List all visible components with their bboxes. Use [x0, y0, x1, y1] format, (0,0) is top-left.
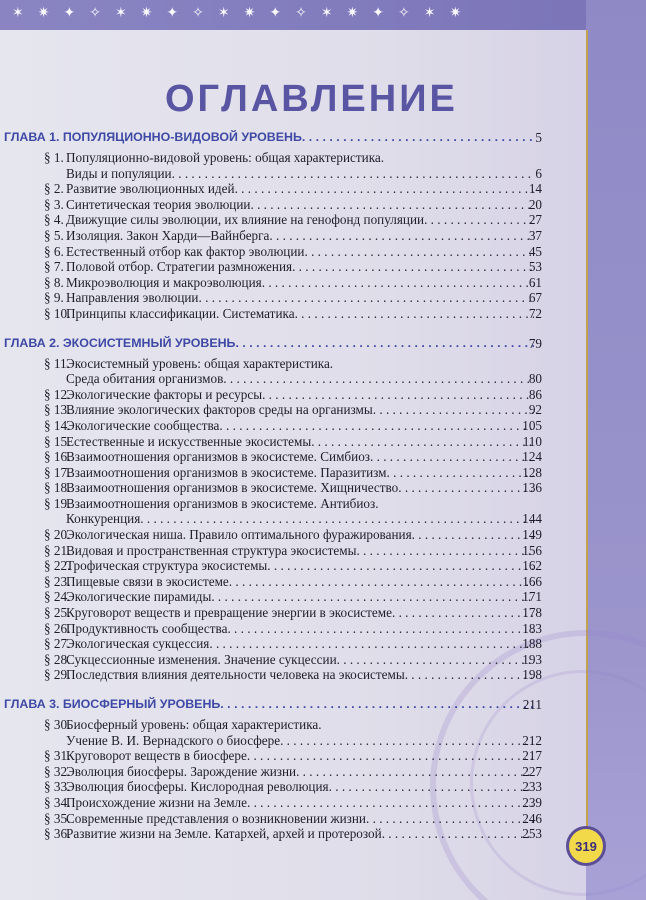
dot-leader [269, 228, 534, 244]
section-page: 166 [522, 573, 542, 589]
toc-entry[interactable] [0, 795, 560, 811]
section-page: 37 [528, 227, 542, 243]
dot-leader [292, 259, 534, 275]
section-page: 61 [528, 274, 542, 290]
animal-silhouette-icon: ✶ [320, 6, 333, 21]
chapter-page: 79 [528, 335, 542, 351]
toc-entry[interactable] [0, 290, 560, 306]
section-number: § 24. [44, 589, 71, 605]
section-number: § 29. [44, 667, 71, 683]
dot-leader [424, 212, 534, 228]
toc-entry[interactable] [0, 356, 560, 387]
section-page: 162 [522, 558, 542, 574]
section-title: Пищевые связи в экосистеме [66, 573, 229, 589]
dot-leader [337, 652, 534, 668]
section-number: § 15. [44, 433, 71, 449]
toc-entry[interactable] [0, 652, 560, 668]
animal-silhouette-icon: ✦ [166, 6, 179, 21]
dot-leader [235, 336, 534, 350]
toc-entry[interactable] [0, 589, 560, 605]
section-page: 27 [528, 212, 542, 228]
section-page: 178 [522, 605, 542, 621]
toc-entry[interactable] [0, 605, 560, 621]
section-title: Микроэволюция и макроэволюция [66, 274, 262, 290]
toc-entry[interactable] [0, 181, 560, 197]
section-title: Экологические факторы и ресурсы [66, 386, 263, 402]
section-title: Сукцессионные изменения. Значение сукцессии [66, 651, 337, 667]
section-page: 233 [522, 779, 542, 795]
section-title-line1: Экосистемный уровень: общая характеристика. [66, 355, 334, 371]
chapter-page: 5 [535, 130, 542, 145]
dot-leader [280, 733, 534, 749]
section-number: § 4. [44, 212, 64, 228]
section-number: § 33. [44, 779, 71, 795]
section-title: Развитие жизни на Земле. Катархей, архей и протерозой [66, 826, 382, 842]
toc-entry[interactable] [0, 543, 560, 559]
section-title: Развитие эволюционных идей [66, 181, 235, 197]
dot-leader [209, 636, 534, 652]
toc-entry[interactable] [0, 150, 560, 181]
section-number: § 14. [44, 417, 71, 433]
section-title-line1: Взаимоотношения организмов в экосистеме. Антибиоз. [66, 495, 379, 511]
toc-entry[interactable] [0, 667, 560, 683]
section-title: Естественный отбор как фактор эволюции [66, 243, 305, 259]
section-page: 45 [528, 243, 542, 259]
toc-entry[interactable] [0, 527, 560, 543]
section-number: § 2. [44, 181, 64, 197]
section-title: Экологическая ниша. Правило оптимального фуражирования [66, 527, 412, 543]
section-title: Конкуренция [66, 511, 141, 527]
section-number: § 28. [44, 651, 71, 667]
table-of-contents [0, 128, 560, 842]
section-page: 198 [522, 667, 542, 683]
dot-leader [172, 166, 534, 182]
toc-entry[interactable] [0, 764, 560, 780]
toc-entry[interactable] [0, 717, 560, 748]
section-number: § 13. [44, 402, 71, 418]
section-title: Происхождение жизни на Земле [66, 794, 247, 810]
section-number: § 9. [44, 290, 64, 306]
section-title: Естественные и искусственные экосистемы [66, 433, 312, 449]
animal-silhouette-icon: ✧ [398, 6, 410, 21]
section-title: Экологическая сукцессия [66, 636, 210, 652]
animal-silhouette-icon: ✷ [140, 6, 153, 21]
section-title: Движущие силы эволюции, их влияние на генофонд популяции [66, 212, 425, 228]
chapter-gap [0, 322, 560, 334]
section-number: § 17. [44, 464, 71, 480]
section-number: § 21. [44, 542, 71, 558]
section-title: Синтетическая теория эволюции [66, 196, 251, 212]
section-page: 156 [522, 542, 542, 558]
section-title: Принципы классификации. Систематика [66, 305, 295, 321]
dot-leader [382, 826, 534, 842]
section-page: 110 [522, 433, 542, 449]
toc-entry[interactable] [0, 465, 560, 481]
section-page: 53 [528, 259, 542, 275]
section-number: § 6. [44, 243, 64, 259]
section-title-line1: Популяционно-видовой уровень: общая характеристика. [66, 150, 385, 165]
toc-entry[interactable] [0, 387, 560, 403]
animal-silhouette-icon: ✦ [63, 6, 76, 21]
toc-entry[interactable] [0, 402, 560, 418]
section-page: 212 [522, 732, 542, 748]
section-title-line1: Биосферный уровень: общая характеристика. [66, 717, 322, 732]
section-title: Изоляция. Закон Харди—Вайнберга [66, 227, 270, 243]
section-page: 20 [528, 196, 542, 212]
section-page: 246 [522, 810, 542, 826]
animal-silhouette-icon: ✷ [37, 6, 50, 21]
toc-entry[interactable] [0, 811, 560, 827]
animal-silhouette-icon: ✧ [89, 6, 101, 21]
section-number: § 36. [44, 826, 71, 842]
section-title: Круговорот веществ в биосфере [66, 748, 247, 764]
dot-leader [295, 306, 534, 322]
section-number: § 26. [44, 620, 71, 636]
section-title: Экологические пирамиды [66, 589, 212, 605]
chapter-page: 211 [522, 697, 542, 712]
section-title: Направления эволюции [66, 290, 199, 306]
dot-leader [392, 605, 534, 621]
section-number: § 12. [44, 386, 71, 402]
section-number: § 25. [44, 605, 71, 621]
chapter-title: ГЛАВА 1. ПОПУЛЯЦИОННО-ВИДОВОЙ УРОВЕНЬ [4, 130, 302, 144]
section-title: Взаимоотношения организмов в экосистеме. Хищничество [66, 480, 399, 496]
animal-silhouette-icon: ✶ [12, 6, 24, 21]
animal-silhouette-icon: ✧ [295, 6, 307, 21]
dot-leader [412, 527, 534, 543]
animal-silhouette-icon: ✦ [372, 6, 385, 21]
dot-leader [387, 465, 534, 481]
toc-entry[interactable] [0, 212, 560, 228]
dot-leader [370, 449, 534, 465]
section-title: Круговорот веществ и превращение энергии в экосистеме [66, 605, 392, 621]
toc-entry[interactable] [0, 418, 560, 434]
chapter-heading[interactable] [0, 128, 560, 146]
section-number: § 18. [44, 480, 71, 496]
section-number: § 22. [44, 558, 71, 574]
toc-entry[interactable] [0, 636, 560, 652]
section-title: Последствия влияния деятельности человека на экосистемы [66, 667, 405, 683]
toc-entry[interactable] [0, 259, 560, 275]
section-page: 239 [522, 794, 542, 810]
section-page: 136 [522, 480, 542, 496]
chapter-heading[interactable] [0, 334, 560, 352]
toc-entry[interactable] [0, 574, 560, 590]
chapter-title: ГЛАВА 2. ЭКОСИСТЕМНЫЙ УРОВЕНЬ [4, 335, 236, 350]
toc-entry[interactable] [0, 558, 560, 574]
dot-leader [304, 244, 534, 260]
section-number: § 30. [44, 717, 71, 732]
dot-leader [405, 667, 534, 683]
section-number: § 32. [44, 763, 71, 779]
toc-entry[interactable] [0, 434, 560, 450]
chapter-title: ГЛАВА 3. БИОСФЕРНЫЙ УРОВЕНЬ [4, 697, 221, 711]
chapter-gap [0, 683, 560, 695]
dot-leader [329, 779, 534, 795]
dot-leader [219, 418, 534, 434]
section-title: Современные представления о возникновении жизни [66, 810, 366, 826]
animal-silhouette-icon: ✦ [269, 6, 282, 21]
toc-entry[interactable] [0, 480, 560, 496]
dot-leader [235, 181, 534, 197]
dot-leader [229, 574, 534, 590]
section-number: § 16. [44, 449, 71, 465]
section-page: 92 [528, 402, 542, 418]
section-page: 72 [528, 305, 542, 321]
dot-leader [311, 434, 534, 450]
section-page: 193 [522, 651, 542, 667]
section-number: § 10. [44, 305, 71, 321]
animal-silhouette-icon: ✷ [243, 6, 256, 21]
section-title: Эволюция биосферы. Зарождение жизни [66, 763, 297, 779]
toc-entry[interactable] [0, 275, 560, 291]
toc-entry[interactable] [0, 496, 560, 527]
section-number: § 7. [44, 259, 64, 275]
dot-leader [296, 764, 534, 780]
section-title: Влияние экологических факторов среды на организмы [66, 402, 373, 418]
dot-leader [223, 371, 534, 387]
section-page: 227 [522, 763, 542, 779]
toc-entry[interactable] [0, 779, 560, 795]
dot-leader [247, 748, 534, 764]
animal-silhouette-icon: ✷ [346, 6, 359, 21]
section-page: 124 [522, 449, 542, 465]
toc-entry[interactable] [0, 748, 560, 764]
dot-leader [373, 402, 534, 418]
section-page: 144 [522, 511, 542, 527]
section-number: § 19. [44, 495, 71, 511]
section-page: 14 [528, 181, 542, 197]
section-number: § 31. [44, 748, 71, 764]
section-page: 149 [522, 527, 542, 543]
toc-entry[interactable] [0, 228, 560, 244]
section-page: 105 [522, 417, 542, 433]
dot-leader [211, 589, 534, 605]
dot-leader [267, 558, 534, 574]
section-title: Продуктивность сообщества [66, 620, 228, 636]
header-animal-icons [12, 5, 461, 23]
dot-leader [199, 290, 535, 306]
section-title: Видовая и пространственная структура экосистемы [66, 542, 357, 558]
dot-leader [247, 795, 534, 811]
section-number: § 3. [44, 196, 64, 212]
toc-entry[interactable] [0, 244, 560, 260]
section-page: 183 [522, 620, 542, 636]
section-page: 67 [528, 290, 542, 306]
dot-leader [302, 130, 534, 144]
toc-entry[interactable] [0, 621, 560, 637]
section-title: Экологические сообщества [66, 417, 220, 433]
section-title: Взаимоотношения организмов в экосистеме. Паразитизм [66, 464, 387, 480]
dot-leader [356, 543, 534, 559]
toc-entry[interactable] [0, 826, 560, 842]
section-title: Трофическая структура экосистемы [66, 558, 268, 574]
section-number: § 23. [44, 573, 71, 589]
dot-leader [398, 480, 534, 496]
animal-silhouette-icon: ✧ [192, 6, 204, 21]
section-title: Взаимоотношения организмов в экосистеме. Симбиоз [66, 449, 371, 465]
section-number: § 1. [44, 150, 64, 165]
section-number: § 34. [44, 794, 71, 810]
section-title: Половой отбор. Стратегии размножения [66, 259, 293, 275]
section-number: § 20. [44, 527, 71, 543]
toc-entry[interactable] [0, 449, 560, 465]
section-number: § 8. [44, 274, 64, 290]
dot-leader [227, 621, 534, 637]
animal-silhouette-icon: ✶ [217, 6, 230, 21]
section-number: § 27. [44, 636, 71, 652]
dot-leader [140, 511, 534, 527]
section-number: § 5. [44, 227, 64, 243]
section-number: § 11. [44, 355, 70, 371]
dot-leader [250, 197, 534, 213]
section-page: 128 [522, 464, 542, 480]
animal-silhouette-icon: ✶ [423, 6, 436, 21]
chapter-heading[interactable] [0, 695, 560, 713]
page-title: ОГЛАВЛЕНИЕ [165, 78, 458, 120]
page-number-badge: 319 [566, 826, 606, 866]
section-page: 86 [528, 386, 542, 402]
section-title: Среда обитания организмов [66, 371, 224, 387]
header-band [0, 0, 646, 30]
animal-silhouette-icon: ✶ [114, 6, 127, 21]
toc-entry[interactable] [0, 197, 560, 213]
section-title: Виды и популяции [66, 165, 172, 181]
section-page: 171 [522, 589, 542, 605]
dot-leader [220, 697, 534, 711]
dot-leader [262, 387, 534, 403]
section-page: 253 [522, 826, 542, 842]
dot-leader [262, 275, 534, 291]
section-title: Учение В. И. Вернадского о биосфере [66, 732, 281, 748]
section-page: 217 [522, 748, 542, 764]
section-page: 188 [522, 636, 542, 652]
animal-silhouette-icon: ✷ [449, 6, 462, 21]
section-page: 80 [528, 371, 542, 387]
dot-leader [366, 811, 534, 827]
section-number: § 35. [44, 810, 71, 826]
section-title: Эволюция биосферы. Кислородная революция [66, 779, 329, 795]
toc-entry[interactable] [0, 306, 560, 322]
section-page: 6 [535, 165, 542, 181]
